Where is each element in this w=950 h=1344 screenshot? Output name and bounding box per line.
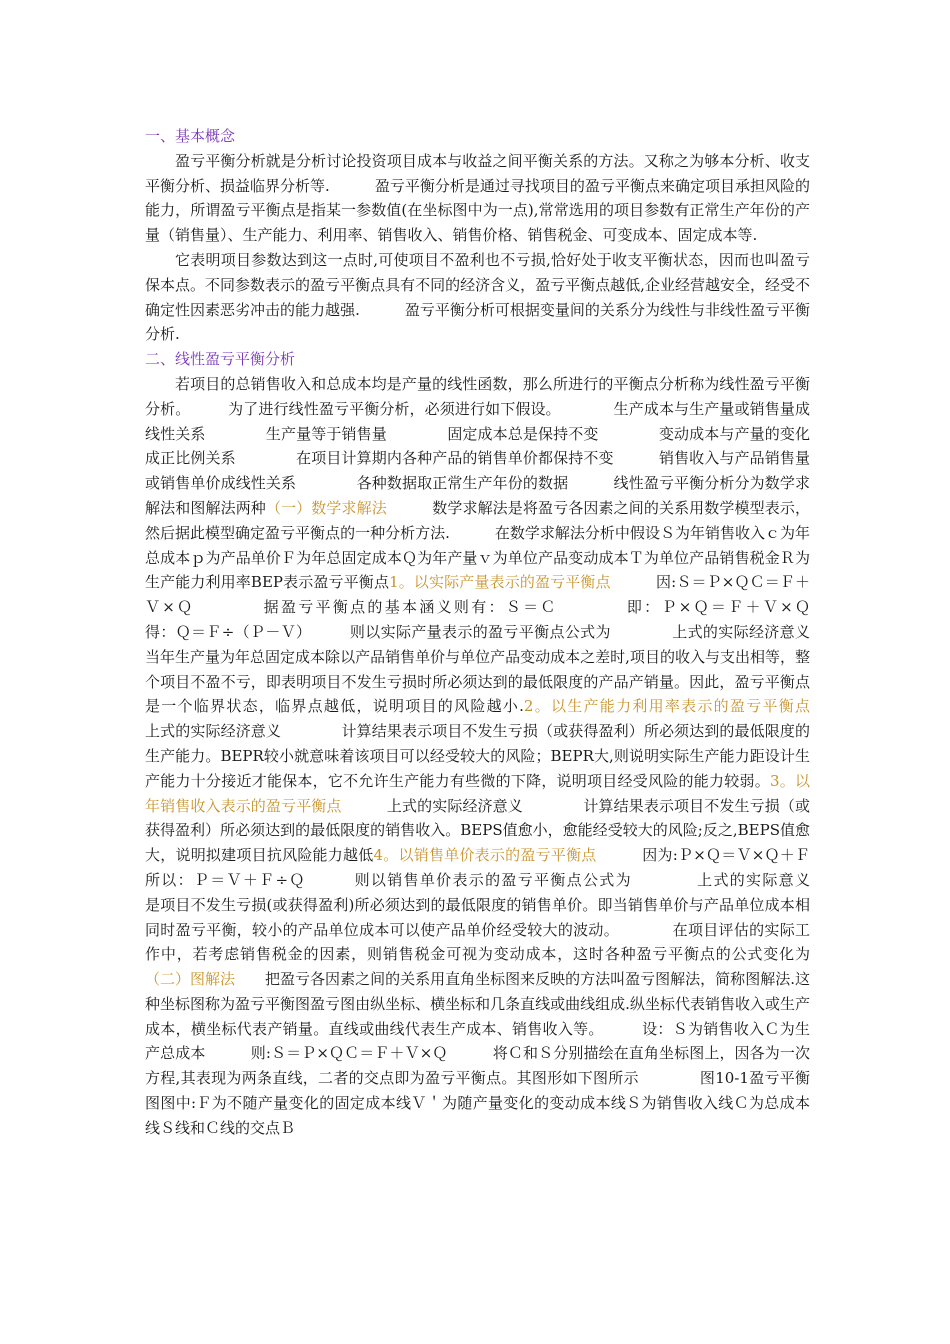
subheading-graph-method: （二）图解法: [145, 970, 236, 989]
section-heading-linear-analysis: 二、线性盈亏平衡分析: [145, 350, 296, 369]
paragraph-meaning: 它表明项目参数达到这一点时,可使项目不盈利也不亏损,恰好处于收支平衡状态，因而也叫盈亏保本点。不同参数表示的盈亏平衡点具有不同的经济含义，盈亏平衡点越低,企业经营越安全，经受不确定性因素恶劣冲击的能力越强. 盈亏平衡分析可根据变量间的关系分为线性与非线性盈亏平衡分析.: [145, 250, 810, 344]
text-bep-capacity: 上式的实际经济意义 计算结果表示项目不发生亏损（或获得盈利）所必须达到的最低限度的生产能力。BEPR较小就意味着该项目可以经受较大的风险；BEPR大,则说明实际生产能力距设计生产能力十分接近才能保本，它不允许生产能力有些微的下降，说明项目经受风险的能力较弱。: [145, 697, 856, 790]
text-bep-revenue: 上式的实际经济意义 计算结果表示项目不发生亏损（或获得盈利）所必须达到的最低限度的销售收入。BEPS值愈小，愈能经受较大的风险;反之,BEPS值愈大，说明拟建项目抗风险能力越低: [145, 796, 810, 865]
text-graph-method: 把盈亏各因素之间的关系用直角坐标图来反映的方法叫盈亏图解法，简称图解法.这种坐标图称为盈亏平衡图盈亏图由纵坐标、横坐标和几条直线或曲线组成.纵坐标代表销售收入或生产成本，横坐标代表产销量。直线或曲线代表生产成本、销售收入等。 设：Ｓ为销售收入Ｃ为生产总成本 则:Ｓ＝Ｐ×ＱＣ＝Ｆ＋Ｖ×Ｑ 将Ｃ和Ｓ分别描绘在直角坐标图上，因各为一次方程,其表现为两条直线，二者的交点即为盈亏平衡点。其图形如下图所示 图10-1盈亏平衡图图中:Ｆ为不随产量变化的固定成本线Ｖ＇为随产量变化的变动成本线Ｓ为销售收入线Ｃ为总成本线Ｓ线和Ｃ线的交点Ｂ: [145, 970, 810, 1137]
subheading-bep-capacity: 2。以生产能力利用率表示的盈亏平衡点: [523, 697, 811, 716]
text-bep-quantity: 因:Ｓ＝Ｐ×ＱＣ＝Ｆ＋Ｖ×Ｑ 据盈亏平衡点的基本涵义则有：Ｓ＝Ｃ 即：Ｐ×Ｑ＝Ｆ＋Ｖ×Ｑ 得：Ｑ＝Ｆ÷（Ｐ－Ｖ） 则以实际产量表示的盈亏平衡点公式为 上式的实际经济意义 当年生产量为年总固定成本除以产品销售单价与单位产品变动成本之差时,项目的收入与支出相等，整个项目不盈不亏，即表明项目不发生亏损时所必须达到的最低限度的产品产销量。因此，盈亏平衡点是一个临界状态，临界点越低，说明项目的风险越小.: [145, 573, 871, 716]
subheading-bep-price: 4。以销售单价表示的盈亏平衡点: [373, 846, 597, 865]
paragraph-definition: 盈亏平衡分析就是分析讨论投资项目成本与收益之间平衡关系的方法。又称之为够本分析、收支平衡分析、损益临界分析等. 盈亏平衡分析是通过寻找项目的盈亏平衡点来确定项目承担风险的能力，所谓盈亏平衡点是指某一参数值(在坐标图中为一点),常常选用的项目参数有正常生产年份的产量（销售量）、生产能力、利用率、销售收入、销售价格、销售税金、可变成本、固定成本等.: [145, 151, 810, 245]
subheading-math-method: （一）数学求解法: [265, 498, 387, 517]
section-heading-basic-concepts: 一、基本概念: [145, 127, 236, 145]
subheading-bep-revenue: 3。以年销售收入表示的盈亏平衡点: [145, 771, 810, 815]
document-body: [145, 124, 871, 1141]
subheading-bep-quantity: 1。以实际产量表示的盈亏平衡点: [389, 573, 611, 592]
paragraph-linear-analysis: [145, 372, 871, 1141]
text-math-method: 数学求解法是将盈亏各因素之间的关系用数学模型表示，然后据此模型确定盈亏平衡点的一种分析方法. 在数学求解法分析中假设Ｓ为年销售收入ｃ为年总成本ｐ为产品单价Ｆ为年总固定成本Ｑ为年产量ｖ为单位产品变动成本Ｔ为单位产品销售税金Ｒ为生产能力利用率BEP表示盈亏平衡点: [145, 498, 810, 592]
text-assumptions: 若项目的总销售收入和总成本均是产量的线性函数，那么所进行的平衡点分析称为线性盈亏平衡分析。 为了进行线性盈亏平衡分析，必须进行如下假设。 生产成本与生产量或销售量成线性关系 生产量等于销售量 固定成本总是保持不变 变动成本与产量的变化成正比例关系 在项目计算期内各种产品的销售单价都保持不变 销售收入与产品销售量或销售单价成线性关系 各种数据取正常生产年份的数据 线性盈亏平衡分析分为数学求解法和图解法两种: [145, 374, 810, 517]
text-bep-price: 因为:Ｐ×Ｑ＝Ｖ×Ｑ＋Ｆ 所以：Ｐ＝Ｖ＋Ｆ÷Ｑ 则以销售单价表示的盈亏平衡点公式为 上式的实际意义 是项目不发生亏损(或获得盈利)所必须达到的最低限度的销售单价。即当销售单价与产品单位成本相同时盈亏平衡，较小的产品单位成本可以使产品单价经受较大的波动。 在项目评估的实际工作中，若考虑销售税金的因素，则销售税金可视为变动成本，这时各种盈亏平衡点的公式变化为: [145, 846, 871, 964]
